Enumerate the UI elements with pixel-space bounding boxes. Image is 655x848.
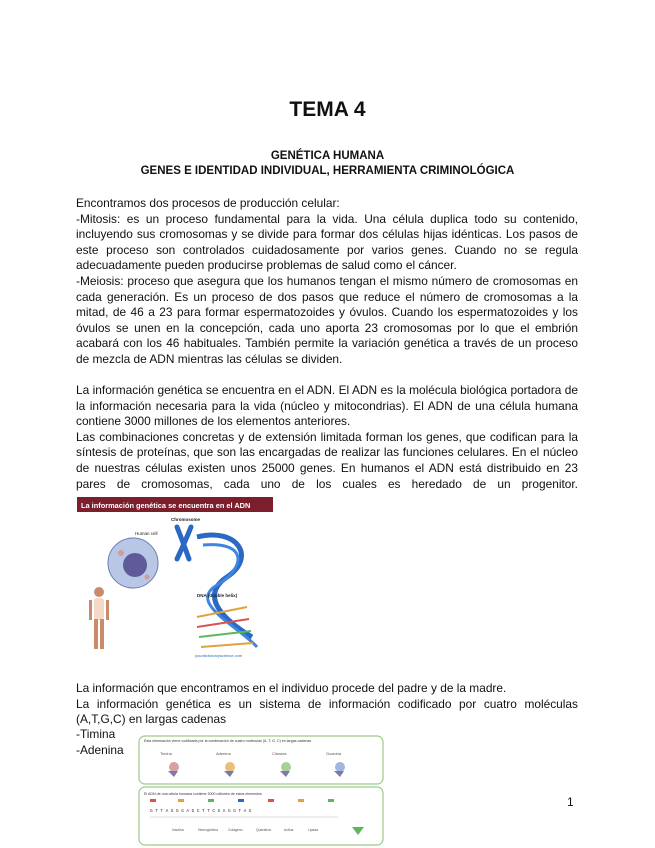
mitosis-paragraph: -Mitosis: es un proceso fundamental para la vida. Una célula duplica todo su contenido, incluyendo sus cromosomas y se divide para formar dos células hijas idénticas. Los pasos de este proceso son controlados cuidadosamente por varios genes. Cuando no se regula adecuadamente pueden producirse problemas de salud como el cáncer. [76, 211, 578, 273]
adn-paragraph: La información genética se encuentra en el ADN. El ADN es la molécula biológica portadora de la información necesaria para la vida (núcleo y mitocondrias). El ADN de una célula humana contiene 3000 millones de los elementos anteriores. [76, 383, 578, 429]
list-item: -Timina [76, 727, 116, 741]
cell-production-section [76, 196, 578, 368]
adn-section [76, 383, 578, 492]
gene-label: Actina [284, 828, 294, 832]
nucleotides-panel [139, 736, 383, 784]
svg-text:Adenina: Adenina [216, 751, 231, 756]
gene-label: Colágeno [228, 828, 243, 832]
svg-text:Guanina: Guanina [326, 751, 342, 756]
subtitle-genes-identity: GENES E IDENTIDAD INDIVIDUAL, HERRAMIENTA CRIMINOLÓGICA [140, 165, 515, 177]
origin-paragraph: La información que encontramos en el individuo procede del padre y de la madre. [76, 681, 507, 695]
bases-list [76, 727, 124, 758]
human-cell-label: Human cell [135, 531, 158, 536]
subtitle-genetics: GENÉTICA HUMANA [270, 150, 385, 162]
genes-paragraph: Las combinaciones concretas y de extensión limitada forman los genes, que codifican para la síntesis de proteínas, que son las encargadas de realizar las funciones celulares. En el núcleo de nuestras células existen unos 25000 genes. En humanos el ADN está distribuido en 23 pares de cromosomas, cada uno de los cuales es heredado de un progenitor. [76, 429, 578, 491]
infographic-credit: yourdictionaryscience.com [195, 653, 243, 658]
meiosis-paragraph: -Meiosis: proceso que asegura que los humanos tengan el mismo número de cromosomas en cada generación. Es un proceso de dos pasos que reduce el número de cromosomas a la mitad, de 46 a 23 para formar espermatozoides y óvulos. Cuando los espermatozoides y los óvulos se unen en la concepción, cada uno aporta 23 cromosomas por lo que el embrión acabará con los 46 habituales. También permite la variación genética a través de un proceso de mezcla de ADN mientras las células se dividen. [76, 273, 578, 366]
code-paragraph: La información genética es un sistema de información codificado por cuatro moléculas (A,T,G,C) en largas cadenas [76, 696, 578, 727]
gene-label: Queratina [256, 828, 271, 832]
dna-sequence: GTTAGGGAGCTTCGAGGTAG [150, 809, 255, 814]
nucleotide-diagram [138, 735, 384, 847]
gene-label: Hemoglobina [198, 828, 218, 832]
nucleotides-caption: Esta información viene codificada por la combinación de cuatro moléculas (A, T, G, C) en largas cadenas [144, 739, 312, 743]
gene-label: Lipasa [308, 828, 318, 832]
dna-label: DNA (double helix) [197, 593, 238, 598]
dna-infographic [77, 497, 273, 661]
page-number: 1 [567, 795, 574, 809]
page-title: TEMA 4 [289, 98, 366, 121]
chromosome-label: Chromosome [171, 517, 201, 522]
inheritance-section [76, 681, 578, 728]
gene-label: Insulina [172, 828, 184, 832]
sequence-caption: El ADN de una célula humana contiene 3000 millones de estos elementos [144, 792, 262, 796]
svg-text:Timina: Timina [160, 751, 172, 756]
infographic-banner-text: La información genética se encuentra en el ADN [81, 501, 251, 510]
list-item: -Adenina [76, 742, 124, 757]
svg-text:Citosina: Citosina [272, 751, 287, 756]
intro-line: Encontramos dos procesos de producción celular: [76, 196, 340, 210]
cell-nucleus [123, 553, 147, 577]
